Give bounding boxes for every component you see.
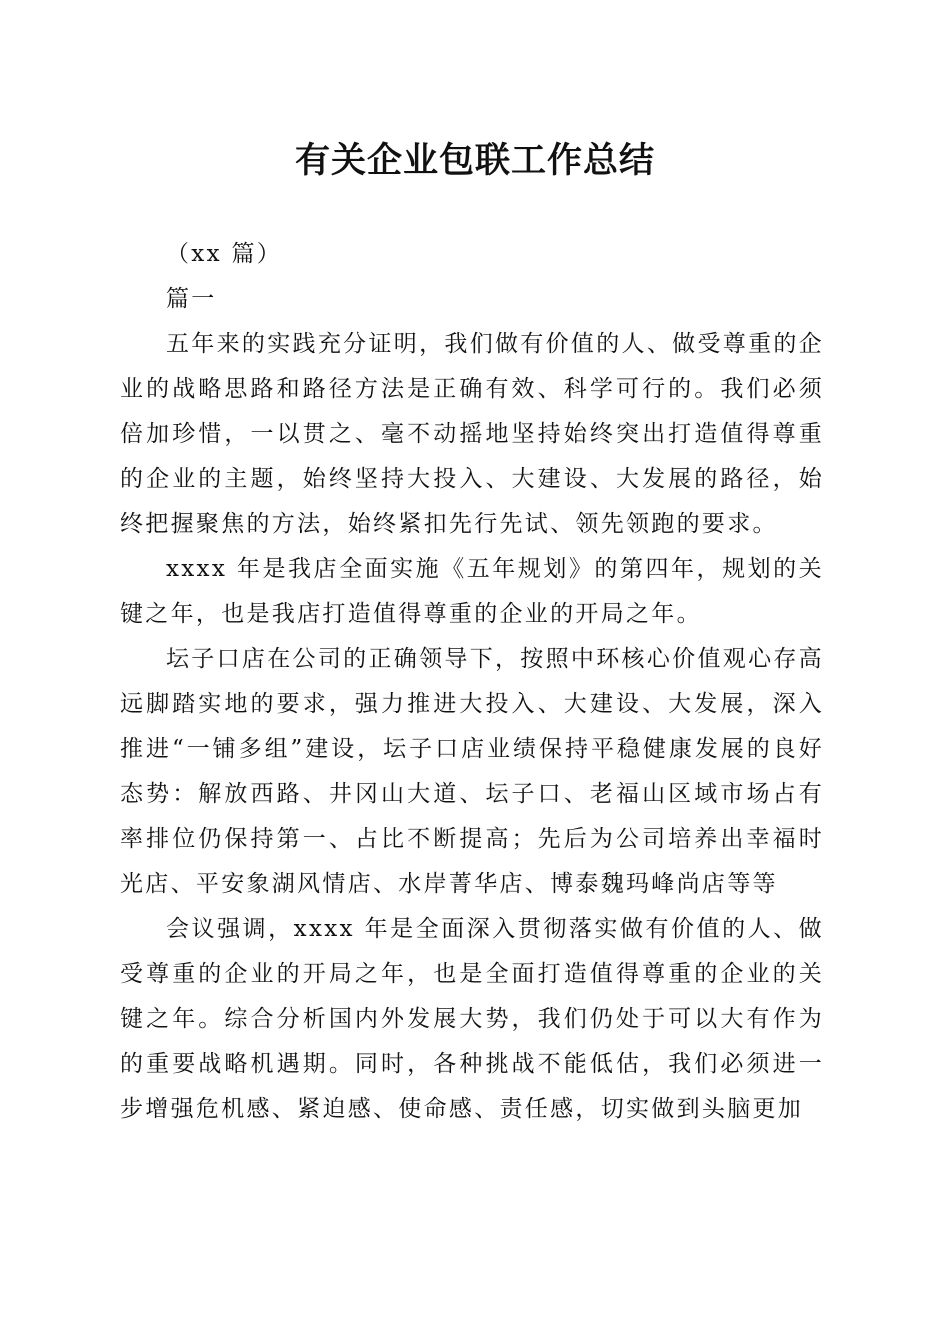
paragraph-section-heading: 篇一 <box>166 286 217 312</box>
paragraph-store-performance: 坛子口店在公司的正确领导下，按照中环核心价值观心存高远脚踏实地的要求，强力推进大投入、大建设、大发展，深入推进“一铺多组”建设，坛子口店业绩保持平稳健康发展的良好态势：解放西路、井冈山大道、坛子口、老福山区域市场占有率排位仍保持第一、占比不断提高；先后为公司培养出幸福时光店、平安象湖风情店、水岸菁华店、博泰魏玛峰尚店等等 <box>120 646 824 897</box>
paragraph-meeting-emphasis: 会议强调，xxxx 年是全面深入贯彻落实做有价值的人、做受尊重的企业的开局之年，也是全面打造值得尊重的企业的关键之年。综合分析国内外发展大势，我们仍处于可以大有作为的重要战略机遇期。同时，各种挑战不能低估，我们必须进一步增强危机感、紧迫感、使命感、责任感，切实做到头脑更加 <box>120 916 824 1122</box>
document-body <box>120 232 824 1132</box>
paragraph-five-year-plan: xxxx 年是我店全面实施《五年规划》的第四年，规划的关键之年，也是我店打造值得尊重的企业的开局之年。 <box>120 556 824 627</box>
paragraph-volume-note: （xx 篇） <box>166 241 283 267</box>
paragraph-strategy: 五年来的实践充分证明，我们做有价值的人、做受尊重的企业的战略思路和路径方法是正确有效、科学可行的。我们必须倍加珍惜，一以贯之、毫不动摇地坚持始终突出打造值得尊重的企业的主题，始终坚持大投入、大建设、大发展的路径，始终把握聚焦的方法，始终紧扣先行先试、领先领跑的要求。 <box>120 331 824 537</box>
document-title: 有关企业包联工作总结 <box>294 140 655 181</box>
